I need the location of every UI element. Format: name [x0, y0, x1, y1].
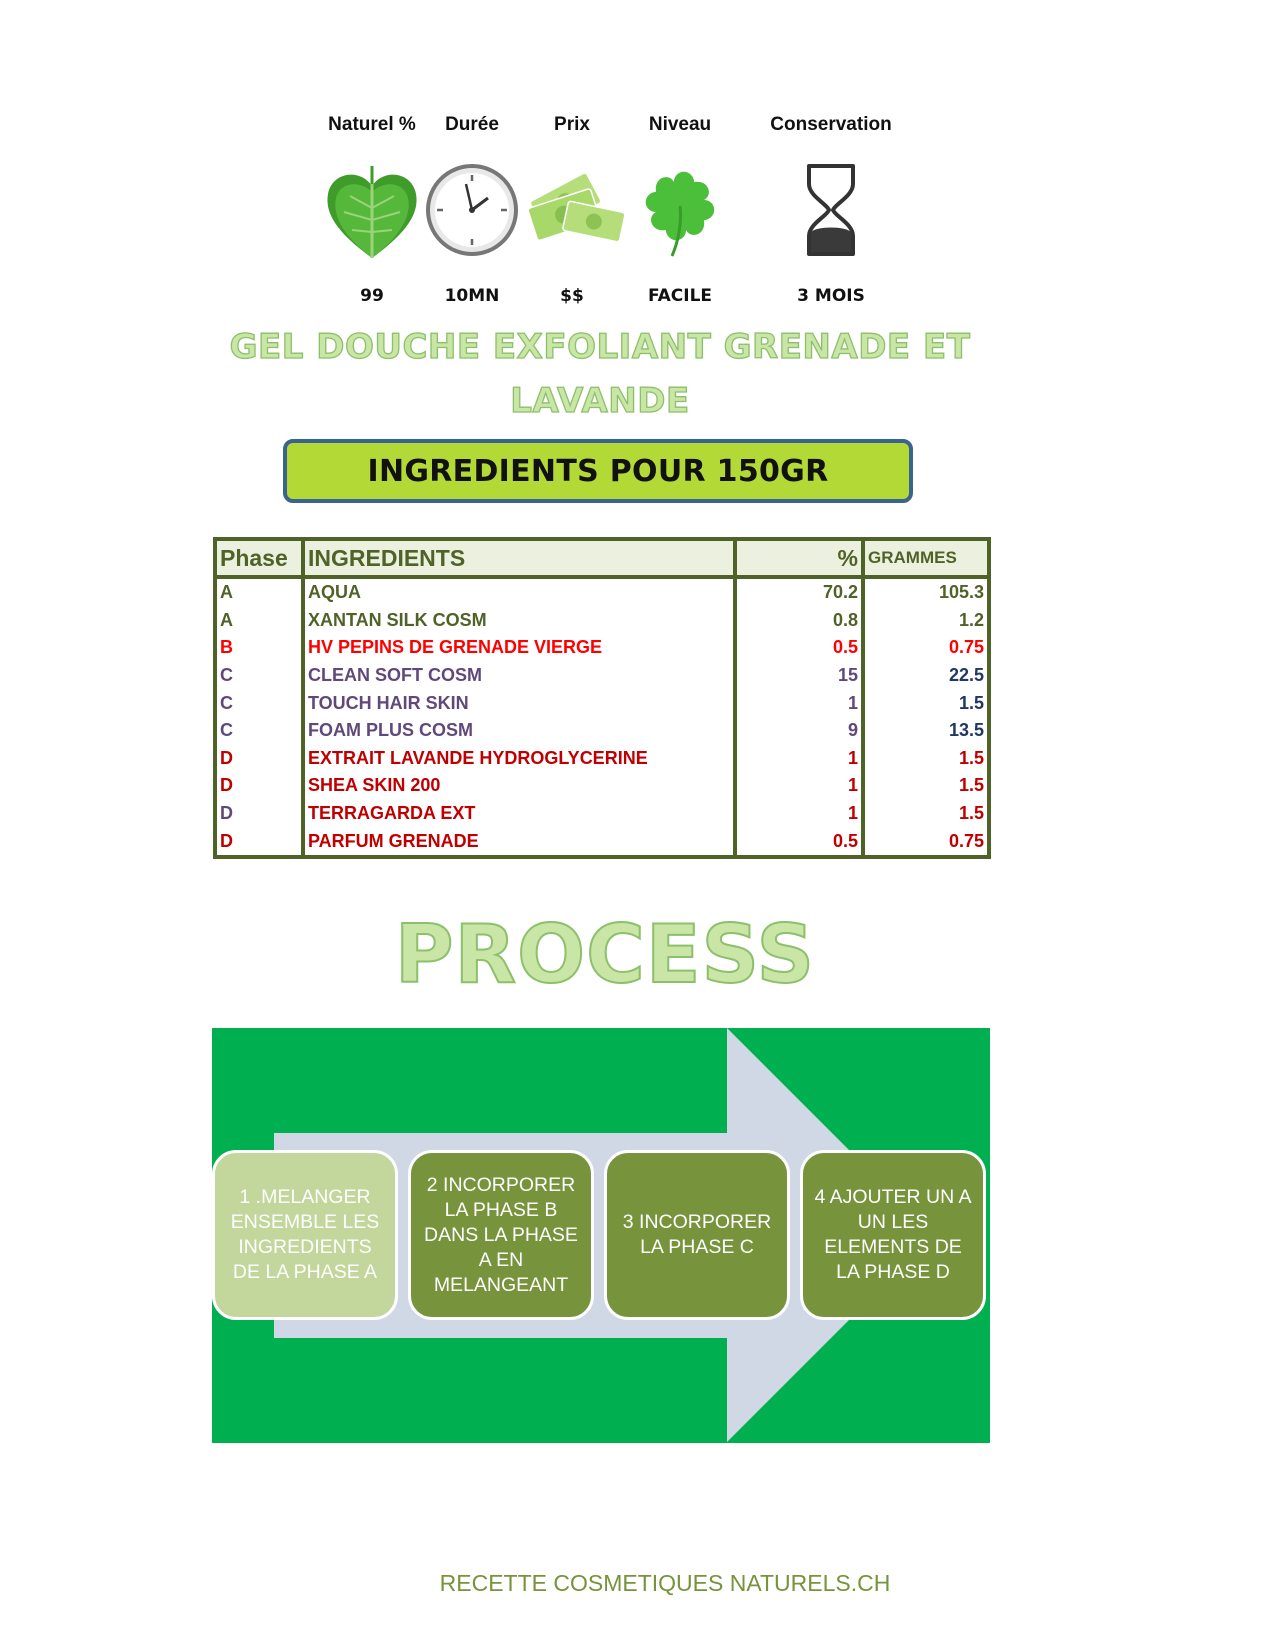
cell-grammes: 22.5: [948, 665, 984, 686]
table-row: [215, 827, 989, 857]
cell-ingredient: AQUA: [303, 577, 735, 607]
hourglass-icon: [741, 158, 921, 262]
cell-grammes: 1.5: [958, 747, 984, 768]
recipe-title-line2: LAVANDE: [510, 381, 690, 421]
info-niveau: [605, 112, 755, 308]
cell-phase: B: [215, 634, 303, 662]
header-grammes: GRAMMES: [863, 539, 989, 577]
cell-grammes: 1.2: [958, 609, 984, 630]
table-row: [215, 717, 989, 745]
table-row: [215, 607, 989, 635]
cell-grammes: 0.75: [948, 637, 984, 658]
cell-phase: D: [215, 745, 303, 773]
info-label: Conservation: [770, 114, 892, 135]
cell-grammes: 1.5: [958, 803, 984, 824]
step-text-line: 4 AJOUTER UN A: [814, 1186, 972, 1208]
table-row: [215, 772, 989, 800]
step-text-line: ENSEMBLE LES: [230, 1211, 380, 1233]
info-label: Prix: [554, 114, 590, 135]
ingredients-table: [213, 537, 991, 859]
cell-ingredient: HV PEPINS DE GRENADE VIERGE: [303, 634, 735, 662]
info-value: 10MN: [444, 286, 500, 306]
cell-ingredient: FOAM PLUS COSM: [303, 717, 735, 745]
table-row: [215, 634, 989, 662]
cell-phase: D: [215, 772, 303, 800]
footer-text: RECETTE COSMETIQUES NATURELS.CH: [439, 1570, 891, 1596]
table-row: [215, 689, 989, 717]
process-step-4: [800, 1150, 986, 1320]
step-text-line: 2 INCORPORER: [426, 1173, 576, 1196]
step-text-line: LA PHASE B: [444, 1198, 558, 1221]
step-text-line: DANS LA PHASE: [424, 1223, 578, 1246]
info-label: Naturel %: [328, 114, 416, 135]
header-ingredients: INGREDIENTS: [303, 539, 735, 577]
cell-phase: A: [215, 577, 303, 607]
info-value: 3 MOIS: [797, 286, 865, 306]
cell-grammes: 1.5: [958, 775, 984, 796]
step-text-line: LA PHASE D: [836, 1261, 950, 1283]
table-header-row: [215, 539, 989, 577]
info-label: Niveau: [648, 114, 712, 135]
process-step-3: [604, 1150, 790, 1320]
cell-percent: 0.5: [735, 827, 863, 857]
cell-phase: A: [215, 607, 303, 635]
info-value: $$: [560, 286, 584, 306]
cell-percent: 1: [735, 800, 863, 828]
cell-percent: 0.8: [735, 607, 863, 635]
cell-ingredient: TOUCH HAIR SKIN: [303, 689, 735, 717]
process-step-1: [212, 1150, 398, 1320]
ingredients-banner: INGREDIENTS POUR 150GR: [283, 439, 913, 503]
step-text-line: 1 .MELANGER: [239, 1186, 371, 1208]
cell-percent: 70.2: [735, 577, 863, 607]
info-value: 99: [360, 286, 384, 306]
cell-grammes: 105.3: [938, 582, 984, 603]
cell-phase: D: [215, 827, 303, 857]
cell-ingredient: TERRAGARDA EXT: [303, 800, 735, 828]
process-title: PROCESS: [394, 908, 816, 1001]
cell-grammes: 0.75: [948, 830, 984, 851]
step-text-line: MELANGEANT: [433, 1273, 569, 1296]
info-label: Durée: [445, 114, 499, 135]
recipe-title-line1: GEL DOUCHE EXFOLIANT GRENADE ET: [229, 327, 971, 367]
cell-phase: C: [215, 662, 303, 690]
cell-percent: 0.5: [735, 634, 863, 662]
cell-ingredient: PARFUM GRENADE: [303, 827, 735, 857]
step-text-line: 3 INCORPORER: [622, 1211, 772, 1233]
cell-ingredient: EXTRAIT LAVANDE HYDROGLYCERINE: [303, 745, 735, 773]
table-row: [215, 745, 989, 773]
table-row: [215, 577, 989, 607]
recipe-title: [200, 320, 1000, 428]
step-text-line: INGREDIENTS: [238, 1236, 372, 1258]
cell-percent: 1: [735, 772, 863, 800]
header-percent: %: [735, 539, 863, 577]
table-row: [215, 662, 989, 690]
cell-ingredient: XANTAN SILK COSM: [303, 607, 735, 635]
cell-percent: 15: [735, 662, 863, 690]
cell-grammes: 1.5: [958, 692, 984, 713]
table-row: [215, 800, 989, 828]
cell-grammes: 13.5: [948, 720, 984, 741]
clover-icon: [605, 158, 755, 262]
cell-ingredient: CLEAN SOFT COSM: [303, 662, 735, 690]
cell-phase: C: [215, 717, 303, 745]
cell-percent: 9: [735, 717, 863, 745]
cell-phase: C: [215, 689, 303, 717]
info-value: FACILE: [647, 286, 713, 306]
header-phase: Phase: [215, 539, 303, 577]
cell-ingredient: SHEA SKIN 200: [303, 772, 735, 800]
cell-percent: 1: [735, 745, 863, 773]
step-text-line: ELEMENTS DE: [824, 1236, 962, 1258]
info-conservation: [741, 112, 921, 308]
step-text-line: LA PHASE C: [640, 1236, 754, 1258]
step-text-line: DE LA PHASE A: [232, 1261, 378, 1283]
process-step-2: [408, 1150, 594, 1320]
cell-phase: D: [215, 800, 303, 828]
cell-percent: 1: [735, 689, 863, 717]
step-text-line: UN LES: [857, 1211, 929, 1233]
step-text-line: A EN: [478, 1248, 524, 1271]
